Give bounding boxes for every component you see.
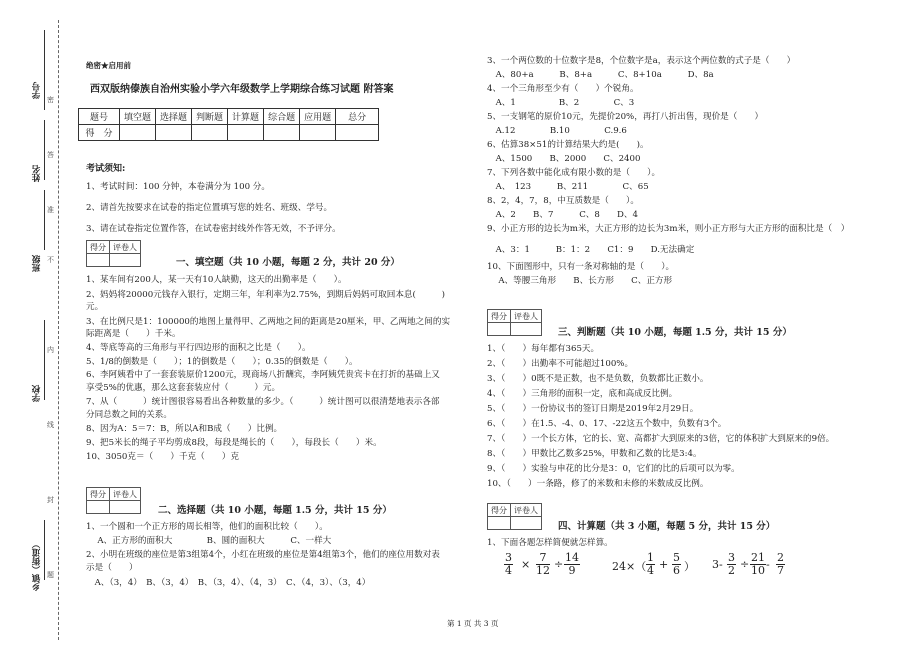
score-cell[interactable] xyxy=(228,125,264,141)
grader-reviewer-cell[interactable] xyxy=(110,501,141,514)
fill-line: 10、3050克＝（ ）千克（ ）克 xyxy=(86,452,240,462)
judge-line: 9、（ ）实验与申花的比分是3：0，它们的比的后项可以为零。 xyxy=(487,464,740,474)
score-header: 判断题 xyxy=(192,109,228,125)
fill-line: 9、把5米长的绳子平均剪成8段，每段是绳长的（ ），每段长（ ）米。 xyxy=(86,438,382,448)
judge-line: 1、（ ）每年都有365天。 xyxy=(487,344,600,354)
cut-mark: 线 xyxy=(47,421,54,429)
choice-line: A、 123 B、211 C、65 xyxy=(487,182,649,192)
fill-line: 4、等底等高的三角形与平行四边形的面积之比是（ ）。 xyxy=(86,343,311,353)
operator: ） xyxy=(684,560,695,573)
choice-line: A.12 B.10 C.9.6 xyxy=(487,126,627,136)
binding-line xyxy=(44,520,45,580)
choice-line: A、（3，4） B、（3，4） B、（3，4）、（4，3） C、（4，3）、（3，4） xyxy=(86,578,371,588)
cut-mark: 答 xyxy=(47,151,54,159)
choice-line: 8、2，4，7，8，中互质数是（ ）。 xyxy=(487,196,639,206)
grader-score-label: 得分 xyxy=(87,241,110,254)
operator: + xyxy=(659,558,669,571)
choice-line: A、1 B、2 C、3 xyxy=(487,98,635,108)
choice-line: 6、估算38×51的计算结果大约是( )。 xyxy=(487,140,649,150)
choice-line: A、1500 B、2000 C、2400 xyxy=(487,154,641,164)
fraction: $\frac{3}{2}$ xyxy=(728,551,735,577)
choice-line: 2、小明在班级的座位是第3组第4个，小红在班级的座位是第4组第3个，他们的座位用数对表 xyxy=(86,550,440,560)
fraction: $\frac{2}{7}$ xyxy=(777,551,784,577)
grader-reviewer-label: 评卷人 xyxy=(110,241,141,254)
choice-line: A、正方形的面积大 B、圆的面积大 C、一样大 xyxy=(86,536,332,546)
grader-box xyxy=(487,503,542,530)
fill-line: 7、从（ ）统计图很容易看出各种数量的多少。（ ）统计图可以很清楚地表示各部 xyxy=(86,397,440,407)
score-table xyxy=(78,108,379,141)
cut-mark: 内 xyxy=(47,346,54,354)
choice-line: 1、一个圆和一个正方形的周长相等，他们的面积比较（ ）。 xyxy=(86,522,328,532)
fill-line: 2、妈妈将20000元钱存入银行，定期三年，年利率为2.75%，到期后妈妈可取回本息( ) xyxy=(86,290,446,300)
grader-score-cell[interactable] xyxy=(87,254,110,267)
binding-dash-line xyxy=(58,20,59,640)
secret-mark: 绝密★启用前 xyxy=(86,61,131,70)
score-header: 填空题 xyxy=(120,109,156,125)
judge-line: 10、（ ）一条路，修了的米数和未修的米数成反比例。 xyxy=(487,479,709,489)
fill-line: 3、在比例尺是1：100000的地图上量得甲、乙两地之间的距离是20厘米，甲、乙两地之间的实 xyxy=(86,317,451,327)
choice-line: 9、小正方形的边长为m米，大正方形的边长为3m米，则小正方形与大正方形的面积比是（ ） xyxy=(487,224,850,234)
choice-line: 10、下面图形中，只有一条对称轴的是（ ）。 xyxy=(487,262,675,272)
grader-score-cell[interactable] xyxy=(87,501,110,514)
fraction: $\frac{21}{10}$ xyxy=(751,551,765,577)
cut-mark: 密 xyxy=(47,96,54,104)
binding-label-town: 乡镇（街道） xyxy=(32,540,42,591)
score-row-label: 得 分 xyxy=(79,125,120,141)
binding-label-student-id: 学号 xyxy=(32,82,42,99)
fraction: $\frac{3}{4}$ xyxy=(505,551,512,577)
score-cell[interactable] xyxy=(192,125,228,141)
binding-line xyxy=(44,30,45,110)
grader-box xyxy=(86,487,141,514)
judge-line: 5、（ ）一份协议书的签订日期是2019年2月29日。 xyxy=(487,404,699,414)
choice-line: A、80+a B、8+a C、8+10a D、8a xyxy=(487,70,714,80)
grader-box xyxy=(86,240,141,267)
score-header: 总分 xyxy=(336,109,379,125)
binding-label-class: 班级 xyxy=(32,255,42,272)
cut-mark: 封 xyxy=(47,496,54,504)
cut-mark: 不 xyxy=(47,256,54,264)
choice-line: 3、一个两位数的十位数字是8，个位数字是a，表示这个两位数的式子是（ ） xyxy=(487,56,796,66)
judge-line: 3、（ ）0既不是正数，也不是负数，负数都比正数小。 xyxy=(487,374,709,384)
fill-line: 分同总数之间的关系。 xyxy=(86,410,172,420)
choice-line: A、2 B、7 C、8 D、4 xyxy=(487,210,638,220)
choice-line: A、等腰三角形 B、长方形 C、正方形 xyxy=(487,276,673,286)
cut-mark: 题 xyxy=(47,571,54,579)
calc-line: 1、下面各题怎样简便就怎样算。 xyxy=(487,538,613,548)
section-calc-title: 四、计算题（共 3 小题，每题 5 分，共计 15 分） xyxy=(558,521,776,532)
binding-line xyxy=(44,120,45,180)
judge-line: 6、（ ）在1.5、-4、0、17、-22这五个数中，负数有3个。 xyxy=(487,419,727,429)
choice-line: 4、一个三角形至少有（ ）个锐角。 xyxy=(487,84,639,94)
fill-line: 际距离是（ ）千米。 xyxy=(86,329,181,339)
score-cell[interactable] xyxy=(300,125,336,141)
notes-title: 考试须知: xyxy=(86,164,126,174)
section-fill-title: 一、填空题（共 10 小题，每题 2 分，共计 20 分） xyxy=(176,257,400,268)
grader-reviewer-label: 评卷人 xyxy=(511,310,542,323)
score-header: 综合题 xyxy=(264,109,300,125)
fill-line: 6、李阿姨看中了一套套装原价1200元，现商场八折酬宾，李阿姨凭贵宾卡在打折的基础上又 xyxy=(86,370,440,380)
fraction: $\frac{14}{9}$ xyxy=(565,551,579,577)
score-cell[interactable] xyxy=(120,125,156,141)
score-cell[interactable] xyxy=(336,125,379,141)
binding-line xyxy=(44,320,45,400)
note-item: 1、考试时间：100 分钟，本卷满分为 100 分。 xyxy=(86,182,270,192)
page-number: 第 1 页 共 3 页 xyxy=(447,619,499,628)
fraction: $\frac{7}{12}$ xyxy=(536,551,550,577)
judge-line: 8、（ ）甲数比乙数多25%，甲数和乙数的比是3:4。 xyxy=(487,449,702,459)
cut-mark: 准 xyxy=(47,206,54,214)
operator: ÷ xyxy=(740,558,750,571)
page-title: 西双版纳傣族自治州实验小学六年级数学上学期综合练习试题 附答案 xyxy=(90,84,394,95)
grader-score-label: 得分 xyxy=(87,488,110,501)
operator: - xyxy=(766,558,770,571)
operator: × xyxy=(521,558,531,571)
grader-reviewer-cell[interactable] xyxy=(511,323,542,336)
score-cell[interactable] xyxy=(264,125,300,141)
section-judge-title: 三、判断题（共 10 小题，每题 1.5 分，共计 15 分） xyxy=(558,327,792,338)
choice-line: A、3：1 B：1：2 C1：9 D.无法确定 xyxy=(487,245,695,255)
score-cell[interactable] xyxy=(156,125,192,141)
score-header: 选择题 xyxy=(156,109,192,125)
grader-score-label: 得分 xyxy=(488,310,511,323)
fill-line: 8、因为A：5＝7：B，所以A和B成（ ）比例。 xyxy=(86,424,283,434)
fill-line: 元。 xyxy=(86,302,104,312)
operator: ÷ xyxy=(554,558,564,571)
judge-line: 4、（ ）三角形的面积一定，底和高成反比例。 xyxy=(487,389,678,399)
fill-line: 享受5%的优惠，那么这套套装应付（ ）元。 xyxy=(86,383,281,393)
choice-line: 7、下列各数中能化成有限小数的是（ ）。 xyxy=(487,168,661,178)
note-item: 2、请首先按要求在试卷的指定位置填写您的姓名、班级、学号。 xyxy=(86,203,333,213)
section-choice-title: 二、选择题（共 10 小题，每题 1.5 分，共计 15 分） xyxy=(158,505,392,516)
fraction: $\frac{1}{4}$ xyxy=(647,551,654,577)
choice-line: 示是（ ） xyxy=(86,563,138,573)
grader-box xyxy=(487,309,542,336)
fill-line: 1、某车间有200人，某一天有10人缺勤，这天的出勤率是（ ）。 xyxy=(86,275,347,285)
operator: 24×（ xyxy=(612,560,647,573)
grader-score-label: 得分 xyxy=(488,504,511,517)
grader-reviewer-cell[interactable] xyxy=(511,517,542,530)
operator: 3- xyxy=(712,558,723,571)
grader-reviewer-label: 评卷人 xyxy=(110,488,141,501)
judge-line: 7、（ ）一个长方体，它的长、宽、高都扩大到原来的3倍，它的体积扩大到原来的9倍。 xyxy=(487,434,835,444)
note-item: 3、请在试卷指定位置作答，在试卷密封线外作答无效，不予评分。 xyxy=(86,224,341,234)
binding-line xyxy=(44,190,45,250)
fill-line: 5、1/8的倒数是（ ）；1的倒数是（ ）；0.35的倒数是（ ）。 xyxy=(86,357,358,367)
score-header: 计算题 xyxy=(228,109,264,125)
grader-reviewer-cell[interactable] xyxy=(110,254,141,267)
grader-score-cell[interactable] xyxy=(488,323,511,336)
choice-line: 5、一支钢笔的原价10元，先提价20%，再打八折出售，现价是（ ） xyxy=(487,112,764,122)
grader-reviewer-label: 评卷人 xyxy=(511,504,542,517)
fraction: $\frac{5}{6}$ xyxy=(673,551,680,577)
grader-score-cell[interactable] xyxy=(488,517,511,530)
binding-label-name: 姓名 xyxy=(32,165,42,182)
judge-line: 2、（ ）出勤率不可能超过100%。 xyxy=(487,359,634,369)
score-header: 应用题 xyxy=(300,109,336,125)
binding-label-school: 学校 xyxy=(32,385,42,402)
score-header: 题号 xyxy=(79,109,120,125)
